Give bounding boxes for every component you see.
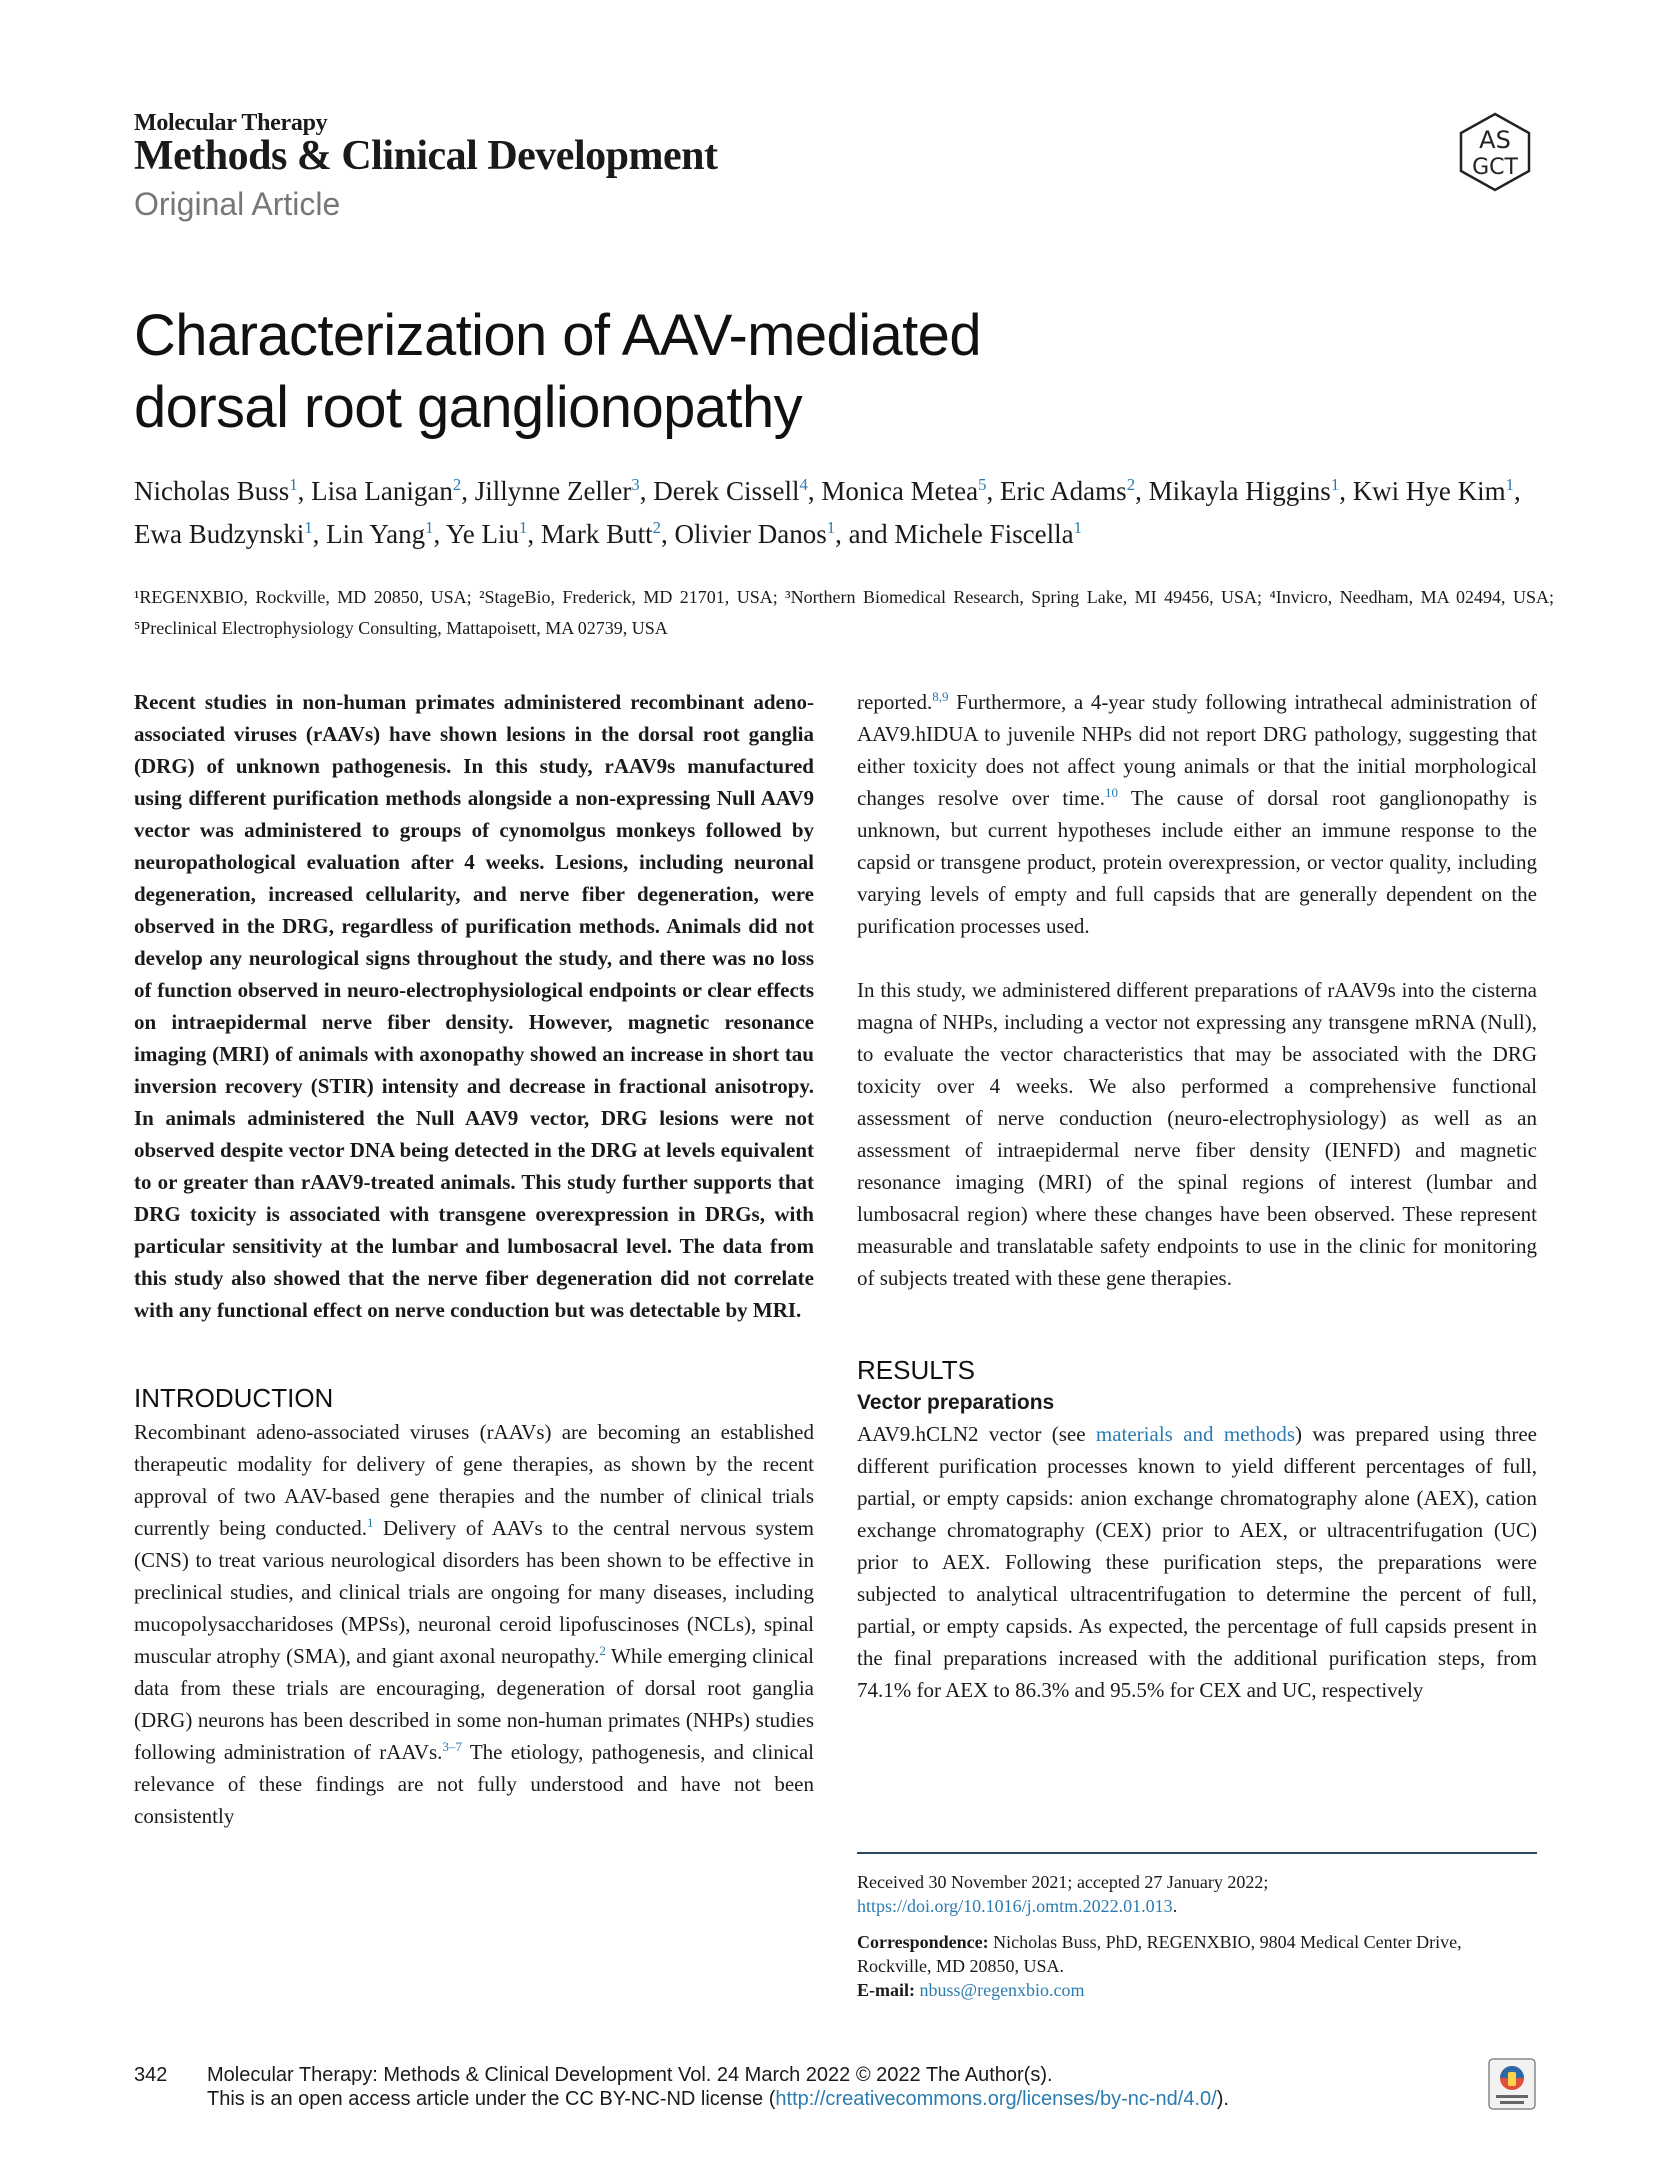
- correspondence: Correspondence: Nicholas Buss, PhD, REGENXBIO, 9804 Medical Center Drive, Rockville, MD 20850, USA.: [857, 1932, 1462, 1976]
- affiliations: ¹REGENXBIO, Rockville, MD 20850, USA; ²StageBio, Frederick, MD 21701, USA; ³Northern Biomedical Research, Spring Lake, MI 49456, USA; ⁴Invicro, Needham, MA 02494, USA; ⁵Preclinical Electrophysiology Consulting, Mattapoisett, MA 02739, USA: [134, 587, 1554, 638]
- author-name: Olivier Danos: [674, 519, 827, 549]
- asgct-logo-icon: [1455, 112, 1535, 192]
- author-affiliation-ref: 1: [425, 518, 434, 537]
- left-column: [134, 686, 814, 1832]
- email-link[interactable]: nbuss@regenxbio.com: [919, 1980, 1085, 2000]
- footer-citation: Molecular Therapy: Methods & Clinical Development Vol. 24 March 2022 © 2022 The Author(s).: [207, 2064, 1053, 2086]
- journal-name: Methods & Clinical Development: [134, 133, 718, 179]
- author-name: Mark Butt: [540, 519, 653, 549]
- author-affiliation-ref: 1: [289, 475, 298, 494]
- ref-link-1[interactable]: 1: [366, 1515, 374, 1530]
- author-affiliation-ref: 4: [799, 475, 808, 494]
- article-info: Received 30 November 2021; accepted 27 January 2022; https://doi.org/10.1016/j.omtm.2022.01.013. Correspondence: Nicholas Buss, PhD, REGENXBIO, 9804 Medical Center Drive, Rockville, MD 20850, USA. E-mail: nbuss@regenxbio.com: [857, 1852, 1537, 2002]
- page-number: 342: [134, 2064, 168, 2086]
- author-affiliation-ref: 1: [826, 518, 836, 537]
- introduction-heading: INTRODUCTION: [134, 1383, 334, 1413]
- author-name: Ewa Budzynski: [134, 519, 305, 549]
- received-dates: Received 30 November 2021; accepted 27 January 2022;: [857, 1872, 1269, 1892]
- author-name: Michele Fiscella: [894, 519, 1074, 549]
- author-list: Nicholas Buss$^1$, Lisa Lanigan$^2$, Jillynne Zeller$^3$, Derek Cissell$^4$, Monica Metea$^5$, Eric Adams$^2$, Mikayla Higgins$^1$, Kwi Hye Kim$^1$, Ewa Budzynski$^1$, Lin Yang$^1$, Ye Liu$^1$, Mark Butt$^2$, Olivier Danos$^1$, and Michele Fiscella$^1$: [134, 475, 1521, 549]
- ref-link-8-9[interactable]: 8,9: [932, 689, 949, 704]
- article-title: [134, 300, 1434, 444]
- title-line-2: dorsal root ganglionopathy: [134, 375, 802, 440]
- author-name: Monica Metea: [821, 476, 979, 506]
- introduction-paragraph: Recombinant adeno-associated viruses (rAAVs) are becoming an established therapeutic modality for delivery of gene therapies, as shown by the recent approval of two AAV-based gene therapies and the number of clinical trials currently being conducted.$^1$ Delivery of AAVs to the central nervous system (CNS) to treat various neurological disorders has been shown to be effective in preclinical studies, and clinical trials are ongoing for many diseases, including mucopolysaccharidoses (MPSs), neuronal ceroid lipofuscinoses (NCLs), spinal muscular atrophy (SMA), and giant axonal neuropathy.$^2$ While emerging clinical data from these trials are encouraging, degeneration of dorsal root ganglia (DRG) neurons has been described in some non-human primates (NHPs) studies following administration of rAAVs.$^{3-7}$ The etiology, pathogenesis, and clinical relevance of these findings are not fully understood and have not been consistently: [134, 1420, 815, 1828]
- abstract: Recent studies in non-human primates administered recombinant adeno-associated viruses (rAAVs) have shown lesions in the dorsal root ganglia (DRG) of unknown pathogenesis. In this study, rAAV9s manufactured using different purification methods alongside a non-expressing Null AAV9 vector was administered to groups of cynomolgus monkeys followed by neuropathological evaluation after 4 weeks. Lesions, including neuronal degeneration, increased cellularity, and nerve fiber degeneration, were observed in the DRG, regardless of purification methods. Animals did not develop any neurological signs throughout the study, and there was no loss of function observed in neuro-electrophysiological endpoints or clear effects on intraepidermal nerve fiber density. However, magnetic resonance imaging (MRI) of animals with axonopathy showed an increase in short tau inversion recovery (STIR) intensity and decrease in fractional anisotropy. In animals administered the Null AAV9 vector, DRG lesions were not observed despite vector DNA being detected in the DRG at levels equivalent to or greater than rAAV9-treated animals. This study further supports that DRG toxicity is associated with transgene overexpression in DRGs, with particular sensitivity at the lumbar and lumbosacral level. The data from this study also showed that the nerve fiber degeneration did not correlate with any functional effect on nerve conduction but was detectable by MRI.: [134, 690, 814, 1322]
- author-affiliation-ref: 1: [1505, 475, 1515, 494]
- author-affiliation-ref: 1: [1073, 518, 1082, 537]
- title-line-1: Characterization of AAV-mediated: [134, 303, 981, 368]
- author-name: Ye Liu: [446, 519, 520, 549]
- license-link[interactable]: http://creativecommons.org/licenses/by-nc-nd/4.0/: [775, 2088, 1217, 2110]
- author-affiliation-ref: 2: [1126, 475, 1136, 494]
- body-paragraph-1: reported.$^{8,9}$ Furthermore, a 4-year study following intrathecal administration of AAV9.hIDUA to juvenile NHPs did not report DRG pathology, suggesting that either toxicity does not affect young animals or that the initial morphological changes resolve over time.$^{10}$ The cause of dorsal root ganglionopathy is unknown, but current hypotheses include either an immune response to the capsid or transgene product, protein overexpression, or vector quality, including varying levels of empty and full capsids that are generally dependent on the purification processes used.: [857, 689, 1537, 938]
- author-name: Lisa Lanigan: [311, 476, 453, 506]
- author-affiliation-ref: 2: [652, 518, 662, 537]
- author-name: Derek Cissell: [653, 476, 800, 506]
- author-affiliation-ref: 1: [519, 518, 528, 537]
- footer-license: This is an open access article under the CC BY-NC-ND license (http://creativecommons.org/licenses/by-nc-nd/4.0/).: [207, 2088, 1229, 2110]
- ref-link-10[interactable]: 10: [1104, 785, 1118, 800]
- author-affiliation-ref: 1: [1330, 475, 1340, 494]
- logo-text-top: AS: [1479, 126, 1511, 154]
- body-paragraph-2: In this study, we administered different preparations of rAAV9s into the cisterna magna of NHPs, including a vector not expressing any transgene mRNA (Null), to evaluate the vector characteristics that may be associated with the DRG toxicity over 4 weeks. We also performed a comprehensive functional assessment of nerve conduction (neuro-electrophysiology) as well as an assessment of intraepidermal nerve fiber density (IENFD) and magnetic resonance imaging (MRI) of the spinal regions of interest (lumbar and lumbosacral region) where these changes have been observed. These represent measurable and translatable safety endpoints to use in the clinic for monitoring of subjects treated with these gene therapies.: [857, 978, 1537, 1290]
- article-type: Original Article: [134, 186, 341, 222]
- doi-link[interactable]: https://doi.org/10.1016/j.omtm.2022.01.013: [857, 1896, 1173, 1916]
- logo-text-bottom: GCT: [1472, 155, 1518, 180]
- author-name: Lin Yang: [326, 519, 426, 549]
- journal-kicker: Molecular Therapy: [134, 110, 328, 136]
- author-name: Kwi Hye Kim: [1352, 476, 1506, 506]
- vector-preparations-subheading: Vector preparations: [857, 1391, 1055, 1414]
- author-affiliation-ref: 3: [631, 475, 640, 494]
- author-affiliation-ref: 2: [452, 475, 462, 494]
- email-line: E-mail: nbuss@regenxbio.com: [857, 1980, 1085, 2000]
- results-paragraph: AAV9.hCLN2 vector (see materials and methods) was prepared using three different purification processes known to yield different percentages of full, partial, or empty capsids: anion exchange chromatography alone (AEX), cation exchange chromatography (CEX) prior to AEX, or ultracentrifugation (UC) prior to AEX. Following these purification steps, the preparations were subjected to analytical ultracentrifugation to determine the percent of full, partial, or empty capsids. As expected, the percentage of full capsids present in the final preparations increased with the additional purification steps, from 74.1% for AEX to 86.3% and 95.5% for CEX and UC, respectively: [857, 1422, 1538, 1702]
- right-column: [857, 686, 1537, 1706]
- ref-link-3-7[interactable]: 3–7: [442, 1739, 462, 1754]
- author-name: Nicholas Buss: [134, 476, 290, 506]
- author-name: Mikayla Higgins: [1148, 476, 1331, 506]
- author-affiliation-ref: 5: [978, 475, 987, 494]
- author-name: Jillynne Zeller: [474, 476, 632, 506]
- author-affiliation-ref: 1: [304, 518, 313, 537]
- results-heading: RESULTS: [857, 1355, 975, 1385]
- ref-link-2[interactable]: 2: [599, 1643, 606, 1658]
- check-for-updates-icon[interactable]: [1488, 2058, 1536, 2110]
- author-name: Eric Adams: [999, 476, 1127, 506]
- author-and: and: [841, 519, 895, 549]
- materials-methods-link[interactable]: materials and methods: [1095, 1422, 1296, 1446]
